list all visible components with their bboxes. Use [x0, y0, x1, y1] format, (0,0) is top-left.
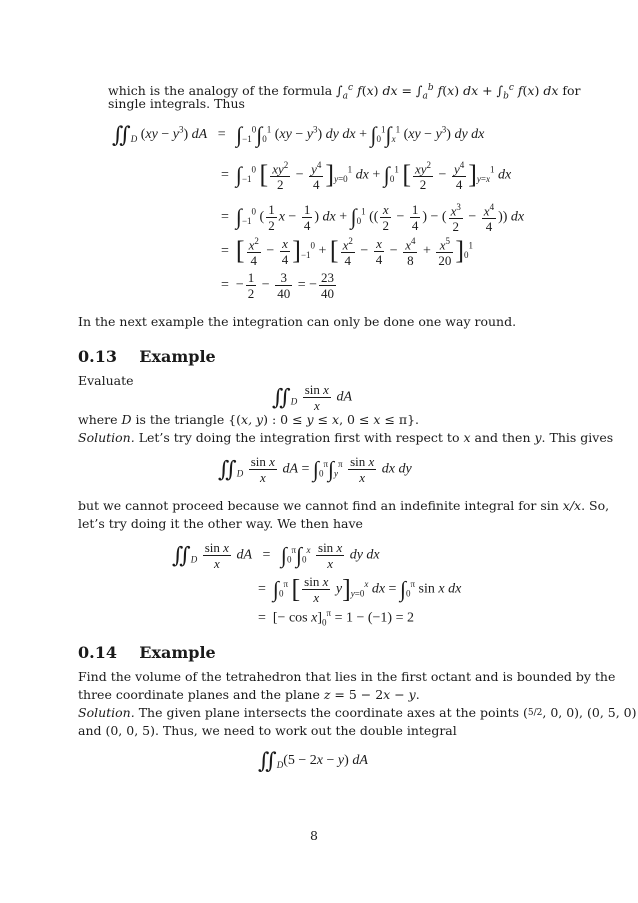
equation-first-order: $∬_D$ $\frac{\text{sin x}}{x}$ dA = $\int_0^\pi\int_y^\pi$ $\frac{\text{sin x}}{x}$ dx dy — [218, 454, 412, 485]
solution-013: Solution. Let’s try doing the integration first with respect to x and then y. This gives — [78, 430, 614, 445]
paragraph-next-example: In the next example the integration can only be done one way round. — [78, 314, 517, 329]
tetrahedron-line-2: three coordinate planes and the plane z = 5 − 2x − y. — [78, 687, 420, 702]
equation-evaluate: $∬_D$ $\frac{\text{sin x}}{x}$ dA — [272, 382, 352, 413]
tetrahedron-line-1: Find the volume of the tetrahedron that lies in the first octant and is bounded by the — [78, 669, 616, 684]
solution-014: Solution. The given plane intersects the coordinate axes at the points (5/2, 0, 0), (0, 5, 0) — [78, 705, 637, 720]
intro-line-1: which is the analogy of the formula $\int_a^c$ f(x) dx = $\int_a^b$ f(x) dx + $\int_b^c$ f(x) dx for — [108, 83, 581, 102]
tetrahedron-line-4: and (0, 0, 5). Thus, we need to work out the double integral — [78, 723, 457, 738]
equation-line-3: = $\int_{-1}^0$ ( $\frac{1}{2}$ x − $\frac{1}{4}$ ) dx + $\int_0^1$ (( $\frac{x}{2}$ − $\frac{1}{4}$ ) − ( $\frac{x^3}{2}$ − $\frac{x^4}{4}$ )) dx — [221, 201, 525, 235]
cannot-proceed-line-2: let’s try doing it the other way. We then have — [78, 516, 363, 531]
equation-line-5: = − $\frac{1}{2}$ − $\frac{3}{40}$ = − $\frac{23}{40}$ — [221, 270, 334, 301]
section-heading-0-13: 0.13 Example — [78, 347, 216, 366]
where-triangle: where D is the triangle {(x, y) : 0 ≤ y ≤ x, 0 ≤ x ≤ π}. — [78, 412, 420, 427]
evaluate-label: Evaluate — [78, 373, 134, 388]
equation-other-order-2: = $\int_0^\pi$ [ $\frac{\text{sin x}}{x}$ $y]_{y=0}^x$ dx = $\int_0^\pi$ sin x dx — [258, 574, 462, 605]
equation-tetrahedron: $∬_D(5 - 2x - y)$ dA — [258, 748, 368, 773]
equation-line-1: $∬_D$ $(xy - y^3)$ dA = $\int_{-1}^0\int_0^1$ $(xy - y^3)$ dy dx + $\int_0^1\int_x^1$ $(xy - y^3)$ dy dx — [112, 122, 485, 147]
equation-line-4: = [ $\frac{x^2}{4}$ − $\frac{x}{4}$ ]$_{-1}^0$ + [ $\frac{x^2}{4}$ − $\frac{x}{4}$ − $\frac{x^4}{8}$ + $\frac{x^5}{20}$ ]$_0^1$ — [221, 235, 474, 269]
intro-line-2: single integrals. Thus — [108, 96, 245, 111]
section-heading-0-14: 0.14 Example — [78, 643, 216, 662]
equation-other-order-3: = [− $\cos x]_0^\pi = 1 - (-1) = 2$ — [258, 608, 414, 628]
page-number: 8 — [310, 828, 318, 843]
cannot-proceed-line-1: but we cannot proceed because we cannot find an indefinite integral for sin x/x. So, — [78, 498, 610, 513]
equation-other-order-1: $∬_D$ $\frac{\text{sin x}}{x}$ dA = $\int_0^\pi\int_0^x$ $\frac{\text{sin x}}{x}$ dy dx — [172, 540, 380, 571]
equation-line-2: = $\int_{-1}^0$ [ $\frac{xy^2}{2}$ − $\frac{y^4}{4}$ ]$_{y=0}^1$ dx + $\int_0^1$ [ $\frac{xy^2}{2}$ − $\frac{y^4}{4}$ ]$_{y=x}^1$ dx — [221, 160, 512, 193]
